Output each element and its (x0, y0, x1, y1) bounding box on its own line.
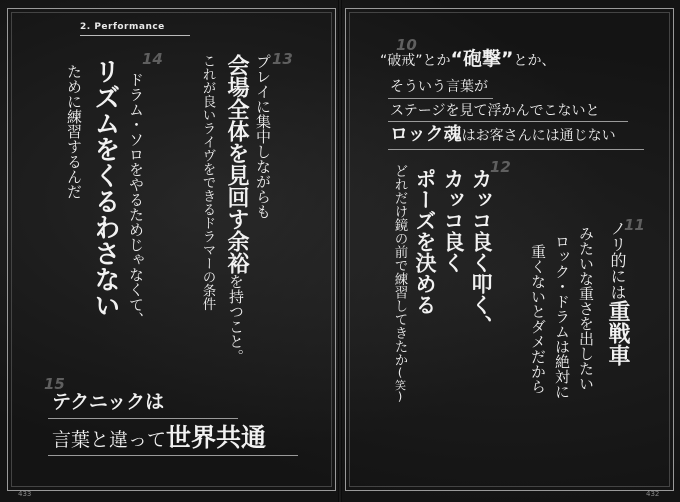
item13-main-column (225, 54, 247, 364)
item10-word1: “破戒”とか (380, 53, 451, 69)
item15-prefix: 言葉と違って (52, 429, 167, 451)
item13-line2: これが良いライヴをできるドラマーの条件 (199, 54, 216, 311)
item-number-15: 15 (44, 375, 65, 393)
item10-rule3 (388, 149, 644, 150)
item-number-14: 14 (142, 50, 163, 68)
item10-line1 (380, 50, 556, 69)
item15-rule1 (48, 418, 238, 419)
item12-col4-prefix: どれだけ鏡の前で練習してきたか (391, 164, 408, 367)
item11-col3: ロック・ドラムは絶対に (553, 234, 571, 399)
item13-line1: プレイに集中しながらも (254, 54, 272, 219)
item15-rule2 (48, 455, 298, 456)
item15-line1: テクニックは (52, 391, 165, 413)
page-gutter (338, 0, 342, 502)
item10-line3: ステージを見て浮かんでこないと (390, 103, 600, 119)
item14-line1: ドラム・ソロをやるためじゃなくて、 (127, 72, 145, 327)
item-number-13: 13 (272, 50, 293, 68)
item12-col3: ポーズを決める (413, 168, 437, 315)
item11-col1 (606, 220, 628, 366)
item-number-12: 12 (490, 158, 511, 176)
item15-line2 (52, 425, 266, 450)
item12-col4 (392, 164, 406, 404)
item10-rule2 (388, 121, 628, 122)
item10-bold: ロック魂 (390, 124, 462, 145)
item15-highlight: 世界共通 (166, 423, 267, 452)
item11-col4: 重くないとダメだから (529, 244, 547, 394)
item-number-10: 10 (396, 36, 417, 54)
item10-word3: とか、 (513, 53, 556, 69)
item12-col4-suffix: (笑) (393, 366, 407, 404)
item10-line4 (390, 126, 616, 144)
item13-highlight: 会場全体を見回す余裕 (224, 54, 249, 274)
item12-col2: カッコ良く (441, 168, 465, 273)
item10-line2: そういう言葉が (390, 79, 488, 95)
section-header: 2. Performance (80, 22, 165, 32)
item10-rule1 (388, 98, 493, 99)
item10-word2: “砲撃” (450, 48, 514, 70)
item11-bold: 重戦車 (605, 300, 630, 366)
item10-rest: はお客さんには通じない (461, 128, 616, 144)
section-header-rule (80, 35, 190, 36)
item12-col1: カッコ良く叩く、 (469, 168, 493, 336)
page-number-right: 432 (646, 490, 660, 498)
item14-line3: ために練習するんだ (65, 64, 83, 199)
item13-suffix: を持つこと。 (227, 274, 245, 364)
item-number-11: 11 (624, 216, 645, 234)
item14-highlight: リズムをくるわさない (90, 58, 120, 318)
item11-col2: みたいな重さを出したい (577, 226, 595, 391)
item11-col1-prefix: ノリ的には (608, 220, 627, 300)
page-number-left: 433 (18, 490, 32, 498)
